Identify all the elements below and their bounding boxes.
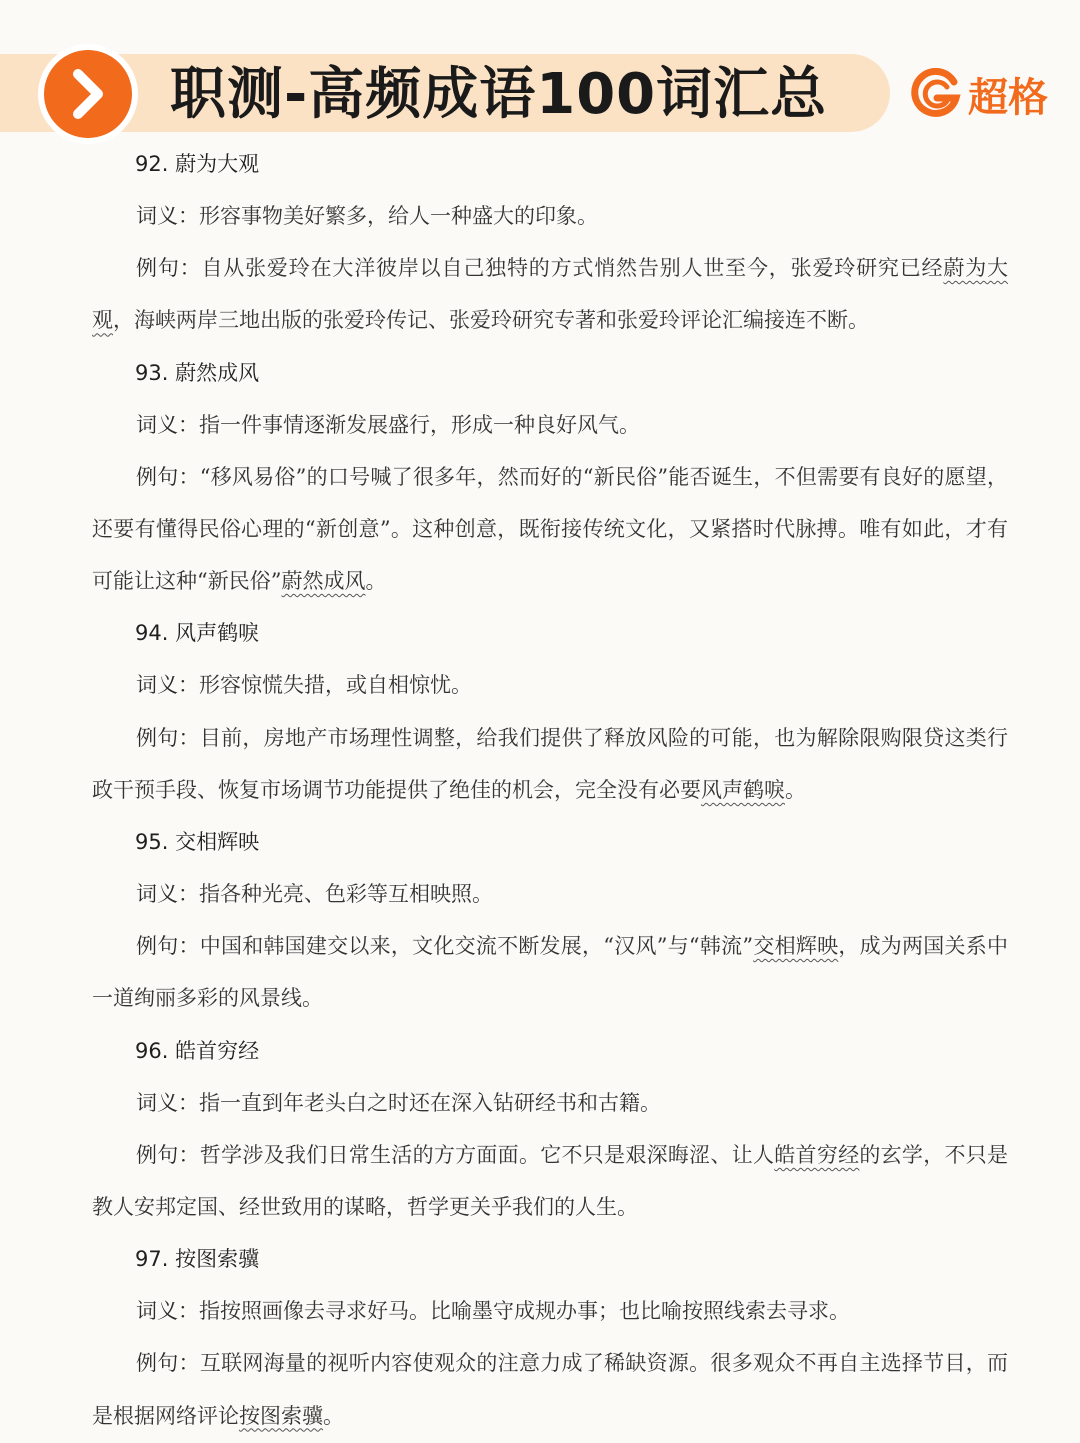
meaning-label: 词义： bbox=[136, 412, 199, 437]
idiom-heading: 95. 交相辉映 bbox=[135, 830, 260, 855]
meaning-text: 形容惊慌失措，或自相惊忧。 bbox=[199, 673, 472, 698]
idiom-heading: 93. 蔚然成风 bbox=[135, 360, 260, 385]
idiom-meaning bbox=[92, 1285, 1008, 1337]
meaning-text: 形容事物美好繁多，给人一种盛大的印象。 bbox=[199, 204, 598, 228]
example-text-end: 。 bbox=[323, 1403, 344, 1428]
example-label: 例句： bbox=[136, 1142, 200, 1167]
idiom-meaning bbox=[92, 659, 1008, 711]
brand-g-icon bbox=[910, 68, 962, 120]
example-label: 例句： bbox=[136, 256, 202, 281]
idiom-entry bbox=[92, 1233, 1008, 1442]
idiom-entry bbox=[92, 816, 1008, 1025]
page-title: 职测-高频成语100词汇总 bbox=[170, 62, 828, 127]
idiom-meaning bbox=[92, 190, 1008, 242]
idiom-example bbox=[92, 1337, 1008, 1441]
example-label: 例句： bbox=[136, 1351, 200, 1376]
brand-logo bbox=[910, 66, 1048, 122]
meaning-label: 词义： bbox=[136, 1299, 199, 1324]
example-text: 互联网海量的视听内容使观众的注意力成了稀缺资源。很多观众不再自主选择节目，而是根据网络评论 bbox=[92, 1351, 1008, 1428]
meaning-text: 指一件事情逐渐发展盛行，形成一种良好风气。 bbox=[199, 412, 640, 437]
idiom-entry bbox=[92, 1025, 1008, 1234]
idiom-heading: 92. 蔚为大观 bbox=[135, 152, 260, 176]
example-idiom-highlight: 蔚然成风 bbox=[281, 569, 366, 594]
idiom-meaning bbox=[92, 399, 1008, 451]
example-idiom-highlight: 皓首穷经 bbox=[774, 1142, 860, 1167]
idiom-example bbox=[92, 712, 1008, 816]
example-label: 例句： bbox=[136, 934, 200, 959]
example-text: 目前，房地产市场理性调整，给我们提供了释放风险的可能，也为解除限购限贷这类行政干预手段、恢复市场调节功能提供了绝佳的机会，完全没有必要 bbox=[92, 725, 1008, 802]
example-idiom-highlight: 按图索骥 bbox=[239, 1403, 323, 1428]
meaning-label: 词义： bbox=[136, 1090, 199, 1115]
example-idiom-highlight: 交相辉映 bbox=[753, 934, 839, 959]
arrow-badge bbox=[38, 44, 138, 144]
meaning-label: 词义： bbox=[136, 204, 199, 228]
example-text: 自从张爱玲在大洋彼岸以自己独特的方式悄然告别人世至今，张爱玲研究已经 bbox=[201, 256, 944, 281]
meaning-text: 指各种光亮、色彩等互相映照。 bbox=[199, 882, 493, 907]
meaning-label: 词义： bbox=[136, 882, 199, 907]
example-text-end: ，成为两国关系中一道绚丽多彩的风景线。 bbox=[92, 934, 1009, 1011]
example-text-end: ，海峡两岸三地出版的张爱玲传记、张爱玲研究专著和张爱玲评论汇编接连不断。 bbox=[113, 308, 869, 333]
meaning-text: 指按照画像去寻求好马。比喻墨守成规办事；也比喻按照线索去寻求。 bbox=[199, 1299, 850, 1324]
idiom-example bbox=[92, 451, 1008, 608]
example-text: 中国和韩国建交以来，文化交流不断发展，“汉风”与“韩流” bbox=[199, 934, 754, 959]
example-idiom-highlight: 蔚为大观 bbox=[92, 256, 1009, 333]
idiom-entry bbox=[92, 347, 1008, 608]
idiom-example bbox=[92, 1129, 1008, 1233]
idiom-meaning bbox=[92, 868, 1008, 920]
idiom-example bbox=[92, 242, 1008, 346]
example-label: 例句： bbox=[136, 725, 200, 750]
meaning-label: 词义： bbox=[136, 673, 199, 698]
example-idiom-highlight: 风声鹤唳 bbox=[701, 777, 785, 802]
example-text: 哲学涉及我们日常生活的方方面面。它不只是艰深晦涩、让人 bbox=[199, 1142, 775, 1167]
idiom-entry bbox=[92, 607, 1008, 816]
idiom-heading: 94. 风声鹤唳 bbox=[135, 621, 260, 646]
idiom-list bbox=[92, 138, 1008, 1442]
idiom-heading: 97. 按图索骥 bbox=[135, 1247, 260, 1272]
example-text: “移风易俗”的口号喊了很多年，然而好的“新民俗”能否诞生，不但需要有良好的愿望，还要有懂得民俗心理的“新创意”。这种创意，既衔接传统文化，又紧搭时代脉搏。唯有如此，才有可能让这种“新民俗” bbox=[92, 464, 1008, 594]
example-text-end: 的玄学，不只是教人安邦定国、经世致用的谋略，哲学更关乎我们的人生。 bbox=[92, 1142, 1009, 1220]
chevron-right-icon bbox=[66, 68, 110, 120]
example-label: 例句： bbox=[136, 464, 200, 489]
idiom-heading: 96. 皓首穷经 bbox=[135, 1038, 260, 1063]
idiom-meaning bbox=[92, 1077, 1008, 1129]
idiom-entry bbox=[92, 138, 1008, 347]
meaning-text: 指一直到年老头白之时还在深入钻研经书和古籍。 bbox=[199, 1090, 661, 1115]
example-text-end: 。 bbox=[785, 777, 806, 802]
idiom-example bbox=[92, 920, 1008, 1024]
example-text-end: 。 bbox=[365, 569, 387, 594]
page-header bbox=[0, 0, 1080, 150]
brand-name: 超格 bbox=[968, 74, 1048, 121]
